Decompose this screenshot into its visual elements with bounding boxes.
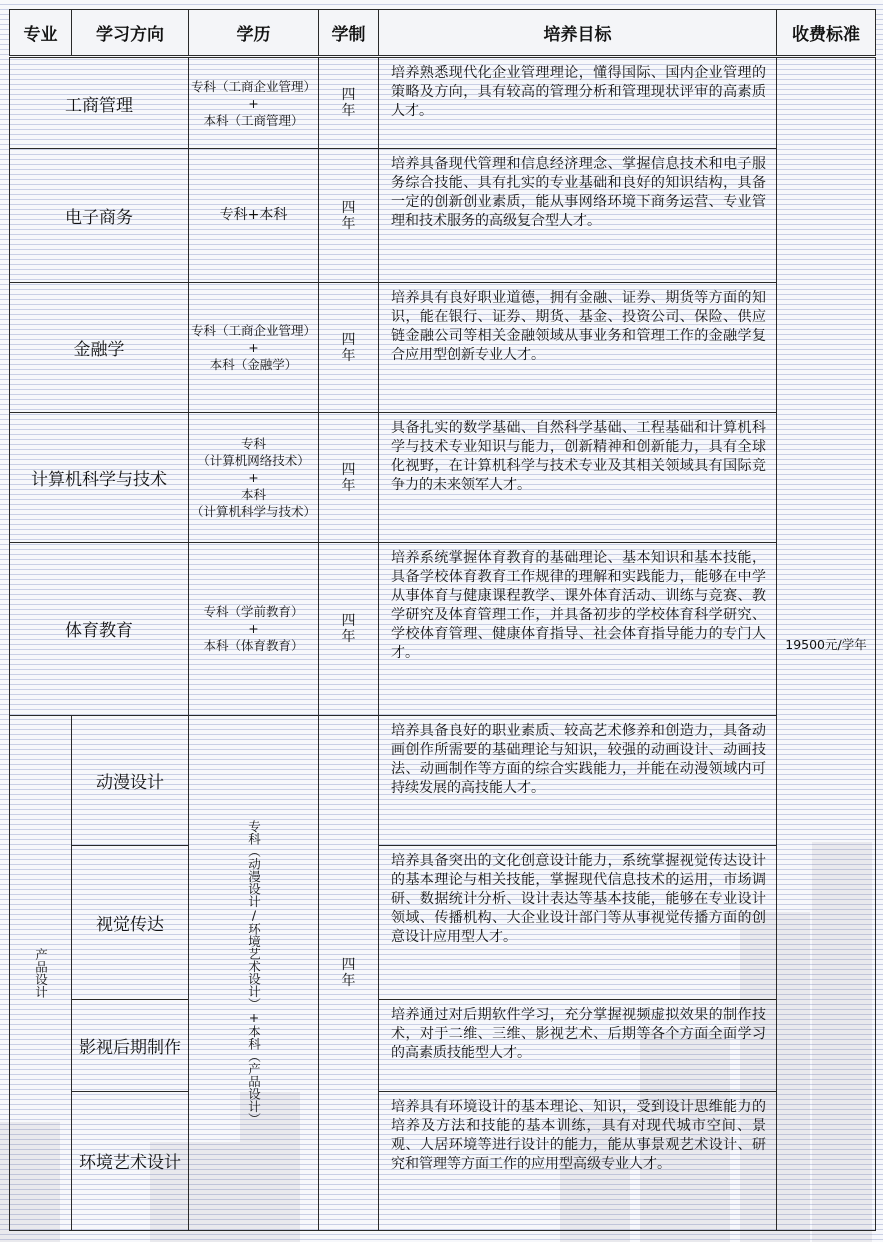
goal-text: 培养熟悉现代化企业管理理论，懂得国际、国内企业管理的策略及方向，具有较高的管理分析和管理现状评审的高素质人才。 bbox=[391, 65, 766, 119]
major-name: 金融学 bbox=[10, 283, 189, 413]
degree-cell bbox=[189, 283, 319, 413]
table-row bbox=[10, 715, 876, 845]
goal-cell bbox=[379, 1091, 777, 1230]
degree-line: （计算机科学与技术） bbox=[190, 504, 316, 520]
direction-name: 视觉传达 bbox=[72, 845, 189, 999]
goal-text: 培养具有良好职业道德，拥有金融、证券、期货等方面的知识，能在银行、证券、期货、基金、投资公司、保险、供应链金融公司等相关金融领域从事业务和管理工作的金融学复合应用型创新专业人才。 bbox=[391, 290, 766, 364]
goal-text: 培养具有环境设计的基本理论、知识，受到设计思维能力的培养及方法和技能的基本训练，具有对现代城市空间、景观、人居环境等进行设计的能力，能从事景观艺术设计、研究和管理等方面工作的应用型高级专业人才。 bbox=[391, 1098, 766, 1172]
duration-cell bbox=[319, 149, 379, 283]
degree-cell bbox=[189, 543, 319, 715]
group-major bbox=[10, 715, 72, 1230]
duration-value: 四年 bbox=[341, 461, 356, 494]
major-name: 工商管理 bbox=[10, 57, 189, 149]
direction-name: 环境艺术设计 bbox=[72, 1091, 189, 1230]
table-row bbox=[10, 413, 876, 543]
table-row bbox=[10, 1091, 876, 1230]
duration-value: 四年 bbox=[341, 199, 356, 232]
header-goal: 培养目标 bbox=[379, 10, 777, 57]
goal-cell bbox=[379, 543, 777, 715]
degree-cell bbox=[189, 413, 319, 543]
degree-line: 本科（工商管理） bbox=[203, 112, 304, 128]
direction-name: 动漫设计 bbox=[72, 715, 189, 845]
degree-line: 专科（工商企业管理） bbox=[190, 323, 316, 339]
goal-cell bbox=[379, 283, 777, 413]
goal-cell bbox=[379, 57, 777, 149]
duration-value: 四年 bbox=[341, 331, 356, 364]
duration-cell bbox=[319, 57, 379, 149]
header-major: 专业 bbox=[10, 10, 72, 57]
degree-line: + bbox=[248, 95, 259, 111]
duration-value: 四年 bbox=[341, 87, 356, 120]
degree-line: + bbox=[248, 621, 259, 637]
group-degree bbox=[189, 715, 319, 1230]
degree-line: 专科（学前教育） bbox=[203, 604, 304, 620]
fee-cell bbox=[777, 57, 876, 1231]
goal-cell bbox=[379, 149, 777, 283]
degree-line: 专科（工商企业管理） bbox=[190, 78, 316, 94]
goal-cell bbox=[379, 845, 777, 999]
degree-line: 本科（金融学） bbox=[209, 357, 298, 373]
header-degree: 学历 bbox=[189, 10, 319, 57]
degree-cell bbox=[189, 57, 319, 149]
header-row bbox=[10, 10, 876, 57]
header-direction: 学习方向 bbox=[72, 10, 189, 57]
degree-line: （计算机网络技术） bbox=[197, 453, 310, 469]
table-row bbox=[10, 283, 876, 413]
degree-line: + bbox=[248, 340, 259, 356]
table-row bbox=[10, 845, 876, 999]
table-row bbox=[10, 149, 876, 283]
major-name: 体育教育 bbox=[10, 543, 189, 715]
duration-cell bbox=[319, 413, 379, 543]
duration-cell bbox=[319, 283, 379, 413]
degree-line: 本科（体育教育） bbox=[203, 638, 304, 654]
group-duration-value: 四年 bbox=[341, 956, 356, 989]
goal-cell bbox=[379, 999, 777, 1091]
table-row bbox=[10, 57, 876, 149]
direction-name: 影视后期制作 bbox=[72, 999, 189, 1091]
goal-cell bbox=[379, 715, 777, 845]
major-name: 计算机科学与技术 bbox=[10, 413, 189, 543]
duration-cell bbox=[319, 543, 379, 715]
goal-text: 培养具备突出的文化创意设计能力，系统掌握视觉传达设计的基本理论与相关技能，掌握现代信息技术的运用，市场调研、数据统计分析、设计表达等基本技能，能够在专业设计领域、传播机构、大企业设计部门等从事视觉传播方面的创意设计应用型人才。 bbox=[391, 852, 766, 945]
table-row bbox=[10, 999, 876, 1091]
degree-line: 专科+本科 bbox=[219, 207, 288, 224]
goal-text: 培养具备现代管理和信息经济理念、掌握信息技术和电子服务综合技能、具有扎实的专业基础和良好的知识结构，具备一定的创新创业素质，能从事网络环境下商务运营、专业管理和技术服务的高级复合型人才。 bbox=[391, 156, 766, 230]
goal-text: 具备扎实的数学基础、自然科学基础、工程基础和计算机科学与技术专业知识与能力，创新精神和创新能力，具有全球化视野，在计算机科学与技术专业及其相关领域具有国际竞争力的未来领军人才。 bbox=[391, 420, 766, 494]
goal-cell bbox=[379, 413, 777, 543]
degree-cell bbox=[189, 149, 319, 283]
group-duration bbox=[319, 715, 379, 1230]
group-degree-label: 专科（动漫设计/环境艺术设计）+本科（产品设计） bbox=[246, 820, 262, 1126]
degree-line: 专科 bbox=[240, 436, 266, 452]
goal-text: 培养系统掌握体育教育的基础理论、基本知识和基本技能，具备学校体育教育工作规律的理解和实践能力，能够在中学从事体育与健康课程教学、课外体育活动、训练与竞赛、教学研究及体育管理工作，并具备初步的学校体育科学研究、学校体育管理、健康体育指导、社会体育指导能力的专门人才。 bbox=[391, 550, 766, 662]
major-name: 电子商务 bbox=[10, 149, 189, 283]
goal-text: 培养具备良好的职业素质、较高艺术修养和创造力，具备动画创作所需要的基础理论与知识，较强的动画设计、动画技法、动画制作等方面的综合实践能力，并能在动漫领域内可持续发展的高技能人才。 bbox=[391, 722, 766, 796]
fee-value: 19500元/学年 bbox=[785, 637, 867, 652]
duration-value: 四年 bbox=[341, 612, 356, 645]
header-duration: 学制 bbox=[319, 10, 379, 57]
program-table bbox=[9, 9, 876, 1231]
header-fee: 收费标准 bbox=[777, 10, 876, 57]
table-row bbox=[10, 543, 876, 715]
group-major-label: 产品设计 bbox=[33, 947, 49, 998]
goal-text: 培养通过对后期软件学习，充分掌握视频虚拟效果的制作技术，对于二维、三维、影视艺术、后期等各个方面全面学习的高素质技能型人才。 bbox=[391, 1006, 766, 1061]
degree-line: 本科 bbox=[240, 487, 266, 503]
degree-line: + bbox=[248, 470, 259, 486]
